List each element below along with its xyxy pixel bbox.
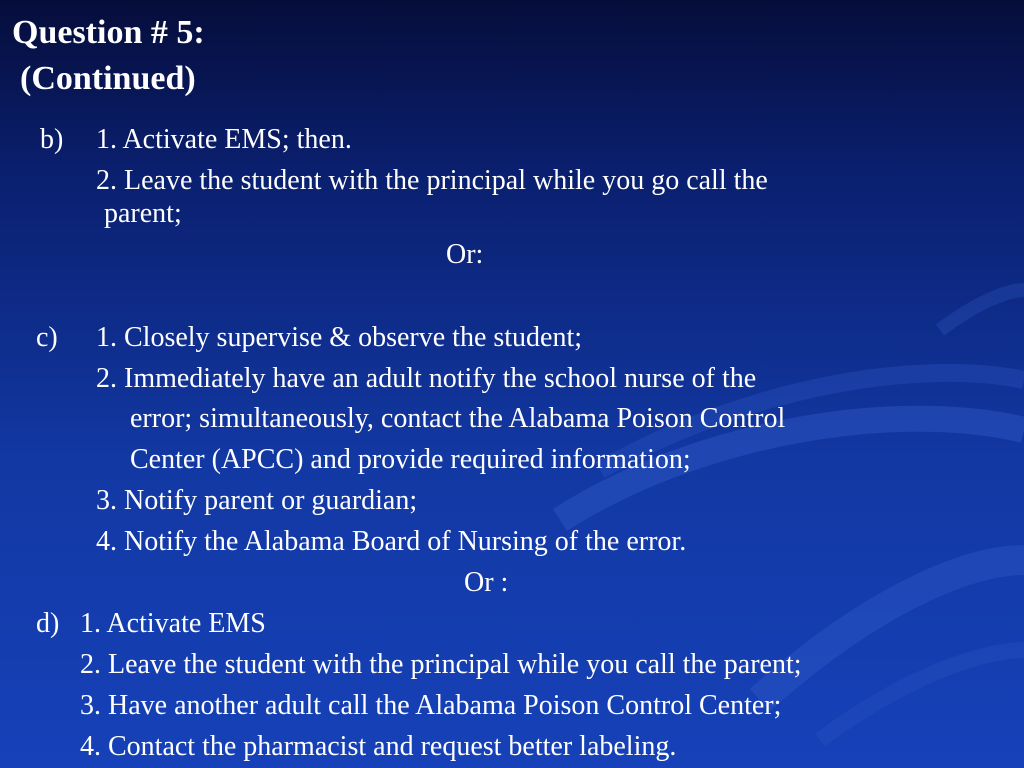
option-d-line-3: 3. Have another adult call the Alabama Poison Control Center; (80, 690, 782, 721)
option-b-line-2-continued: parent; (104, 198, 182, 229)
or-separator-2: Or : (464, 567, 509, 598)
option-b-label: b) (40, 124, 64, 155)
slide-subtitle: (Continued) (20, 60, 196, 97)
slide-title: Question # 5: (12, 14, 205, 51)
option-c-line-4: 4. Notify the Alabama Board of Nursing of the error. (96, 526, 687, 557)
option-c-label: c) (36, 322, 58, 353)
option-c-line-2-continued-2: Center (APCC) and provide required information; (130, 444, 691, 475)
option-d-line-4: 4. Contact the pharmacist and request better labeling. (80, 731, 677, 762)
option-c-line-1: 1. Closely supervise & observe the student; (96, 322, 583, 353)
option-b-line-2: 2. Leave the student with the principal while you go call the (96, 165, 768, 196)
option-c-line-2: 2. Immediately have an adult notify the school nurse of the (96, 363, 757, 394)
option-d-line-1: 1. Activate EMS (80, 608, 266, 639)
option-b-line-1: 1. Activate EMS; then. (96, 124, 352, 155)
option-d-line-2: 2. Leave the student with the principal while you call the parent; (80, 649, 802, 680)
option-c-line-3: 3. Notify parent or guardian; (96, 485, 418, 516)
or-separator-1: Or: (446, 239, 484, 270)
option-d-label: d) (36, 608, 60, 639)
option-c-line-2-continued-1: error; simultaneously, contact the Alabama Poison Control (130, 403, 786, 434)
